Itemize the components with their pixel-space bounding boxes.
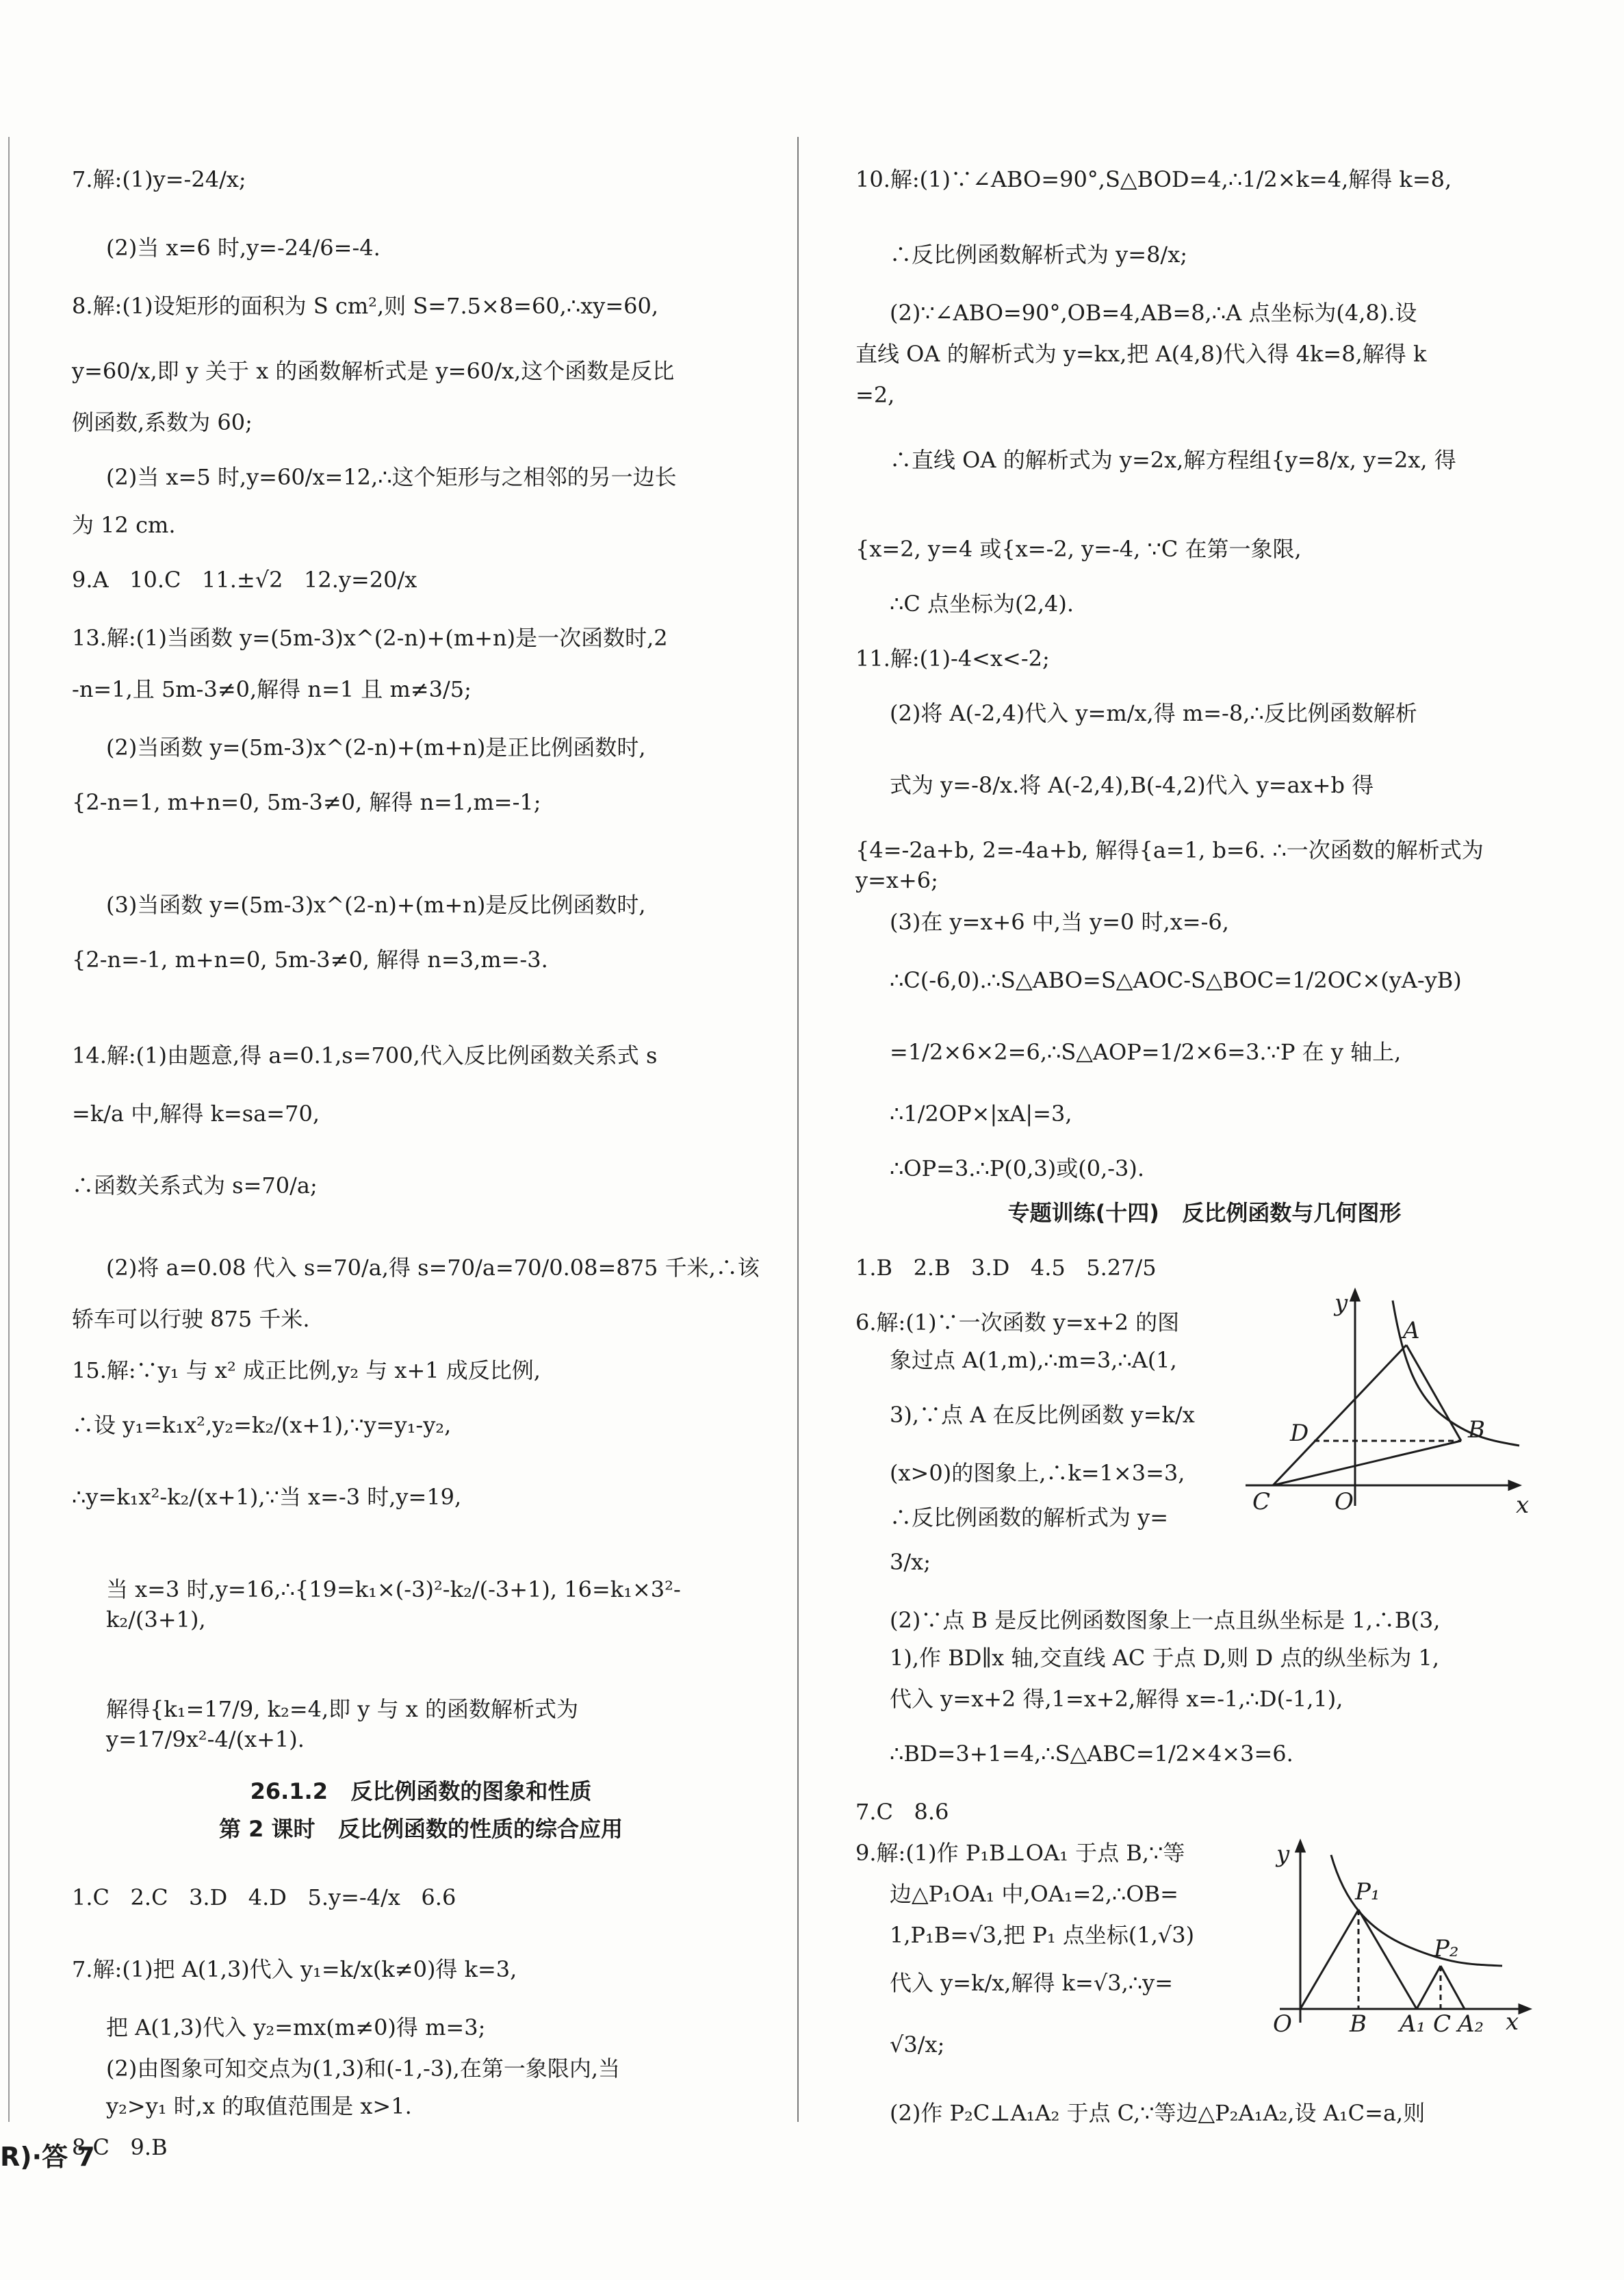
text-line: 边△P₁OA₁ 中,OA₁=2,∴OB= — [890, 1881, 1178, 1907]
text-line: (x>0)的图象上,∴k=1×3=3, — [890, 1460, 1185, 1486]
text-line: =k/a 中,解得 k=sa=70, — [72, 1101, 320, 1127]
hyperbola-curve — [1331, 1855, 1502, 1966]
text-line: 例函数,系数为 60; — [72, 409, 253, 435]
section-title: 第 2 课时 反比例函数的性质的综合应用 — [219, 1816, 623, 1842]
label-B: B — [1468, 1416, 1485, 1444]
text-line: 1,P₁B=√3,把 P₁ 点坐标(1,√3) — [890, 1922, 1195, 1948]
text-line: 直线 OA 的解析式为 y=kx,把 A(4,8)代入得 4k=8,解得 k — [855, 341, 1427, 367]
text-line: 为 12 cm. — [72, 512, 176, 538]
label-x: x — [1506, 2008, 1519, 2033]
side-OP1 — [1300, 1910, 1358, 2009]
text-line: 10.解:(1)∵∠ABO=90°,S△BOD=4,∴1/2×k=4,解得 k=8, — [855, 166, 1452, 192]
text-line: 3),∵点 A 在反比例函数 y=k/x — [890, 1402, 1195, 1428]
line-BC — [1273, 1441, 1461, 1485]
line-AC — [1273, 1345, 1406, 1485]
text-line: 7.解:(1)y=-24/x; — [72, 166, 246, 192]
label-A: A — [1403, 1317, 1420, 1344]
text-line: (2)∵点 B 是反比例函数图象上一点且纵坐标是 1,∴B(3, — [890, 1607, 1441, 1633]
side-A1P2 — [1417, 1966, 1441, 2009]
y-axis-arrow — [1296, 1841, 1304, 1852]
text-line: 式为 y=-8/x.将 A(-2,4),B(-4,2)代入 y=ax+b 得 — [890, 772, 1374, 798]
text-line: 1.C 2.C 3.D 4.D 5.y=-4/x 6.6 — [72, 1884, 456, 1910]
text-line: {x=2, y=4 或{x=-2, y=-4, ∵C 在第一象限, — [855, 536, 1302, 562]
text-line: 13.解:(1)当函数 y=(5m-3)x^(2-n)+(m+n)是一次函数时,2 — [72, 625, 668, 651]
label-C: C — [1433, 2010, 1452, 2033]
text-line: (2)作 P₂C⊥A₁A₂ 于点 C,∵等边△P₂A₁A₂,设 A₁C=a,则 — [890, 2100, 1426, 2126]
text-line: 11.解:(1)-4<x<-2; — [855, 645, 1050, 671]
y-axis-arrow — [1351, 1290, 1359, 1301]
text-line: y₂>y₁ 时,x 的取值范围是 x>1. — [106, 2093, 412, 2119]
text-line: (2)将 A(-2,4)代入 y=m/x,得 m=-8,∴反比例函数解析 — [890, 700, 1417, 726]
text-line: (3)在 y=x+6 中,当 y=0 时,x=-6, — [890, 909, 1229, 935]
text-line: 轿车可以行驶 875 千米. — [72, 1306, 310, 1332]
label-O: O — [1273, 2010, 1292, 2033]
text-line: -n=1,且 5m-3≠0,解得 n=1 且 m≠3/5; — [72, 676, 472, 702]
text-line: (3)当函数 y=(5m-3)x^(2-n)+(m+n)是反比例函数时, — [106, 892, 646, 918]
label-C: C — [1252, 1488, 1271, 1513]
text-line: 1),作 BD∥x 轴,交直线 AC 于点 D,则 D 点的纵坐标为 1, — [890, 1645, 1440, 1671]
label-A1: A₁ — [1400, 2010, 1426, 2033]
label-y: y — [1276, 1841, 1290, 1868]
text-line: ∴函数关系式为 s=70/a; — [72, 1173, 318, 1199]
text-line: ∴OP=3.∴P(0,3)或(0,-3). — [890, 1155, 1145, 1181]
text-line: 把 A(1,3)代入 y₂=mx(m≠0)得 m=3; — [106, 2014, 486, 2040]
label-y: y — [1335, 1290, 1348, 1317]
line-AB — [1406, 1345, 1461, 1441]
text-line: 代入 y=k/x,解得 k=√3,∴y= — [890, 1970, 1174, 1996]
text-line: √3/x; — [890, 2032, 945, 2058]
text-line: 3/x; — [890, 1549, 931, 1575]
text-line: ∴y=k₁x²-k₂/(x+1),∵当 x=-3 时,y=19, — [72, 1484, 462, 1510]
text-line: ∴直线 OA 的解析式为 y=2x,解方程组{y=8/x, y=2x, 得 — [890, 447, 1456, 473]
text-line: ∴1/2OP×|xA|=3, — [890, 1101, 1072, 1127]
label-x: x — [1516, 1491, 1530, 1513]
section-title: 26.1.2 反比例函数的图象和性质 — [250, 1778, 592, 1804]
text-line: {2-n=1, m+n=0, 5m-3≠0, 解得 n=1,m=-1; — [72, 789, 541, 815]
geometry-figure-2 — [1266, 1834, 1540, 2033]
x-axis-arrow — [1519, 2005, 1530, 2013]
text-line: ∴设 y₁=k₁x²,y₂=k₂/(x+1),∵y=y₁-y₂, — [72, 1412, 452, 1438]
column-divider — [797, 137, 799, 2122]
side-P1A1 — [1358, 1910, 1417, 2009]
label-A2: A₂ — [1458, 2010, 1484, 2033]
label-O: O — [1335, 1488, 1354, 1513]
text-line: ∴C(-6,0).∴S△ABO=S△AOC-S△BOC=1/2OC×(yA-yB) — [890, 967, 1462, 993]
text-line: 解得{k₁=17/9, k₂=4,即 y 与 x 的函数解析式为 y=17/9x²-4/(x+1). — [106, 1696, 586, 1752]
label-P2: P₂ — [1434, 1935, 1459, 1962]
text-line: 8.C 9.B — [72, 2134, 168, 2160]
section-title: 专题训练(十四) 反比例函数与几何图形 — [1007, 1200, 1402, 1226]
text-line: (2)当函数 y=(5m-3)x^(2-n)+(m+n)是正比例函数时, — [106, 734, 646, 760]
text-line: =2, — [855, 382, 895, 408]
label-B: B — [1350, 2010, 1367, 2033]
text-line: {2-n=-1, m+n=0, 5m-3≠0, 解得 n=3,m=-3. — [72, 947, 548, 973]
text-line: =1/2×6×2=6,∴S△AOP=1/2×6=3.∵P 在 y 轴上, — [890, 1039, 1402, 1065]
text-line: ∴反比例函数的解析式为 y= — [890, 1504, 1169, 1530]
text-line: ∴BD=3+1=4,∴S△ABC=1/2×4×3=6. — [890, 1741, 1293, 1767]
text-line: ∴反比例函数解析式为 y=8/x; — [890, 242, 1188, 268]
text-line: 8.解:(1)设矩形的面积为 S cm²,则 S=7.5×8=60,∴xy=60, — [72, 293, 659, 319]
text-line: 代入 y=x+2 得,1=x+2,解得 x=-1,∴D(-1,1), — [890, 1686, 1343, 1712]
text-line: {4=-2a+b, 2=-4a+b, 解得{a=1, b=6. ∴一次函数的解析式为 y=x+6; — [855, 837, 1491, 893]
text-line: 1.B 2.B 3.D 4.5 5.27/5 — [855, 1255, 1157, 1281]
text-line: (2)由图象可知交点为(1,3)和(-1,-3),在第一象限内,当 — [106, 2055, 621, 2082]
text-line: (2)当 x=6 时,y=-24/6=-4. — [106, 235, 381, 261]
geometry-figure-1 — [1246, 1287, 1533, 1513]
text-line: 7.C 8.6 — [855, 1799, 949, 1825]
text-line: (2)∵∠ABO=90°,OB=4,AB=8,∴A 点坐标为(4,8).设 — [890, 300, 1417, 326]
x-axis-arrow — [1509, 1481, 1519, 1489]
text-line: 6.解:(1)∵一次函数 y=x+2 的图 — [855, 1309, 1180, 1335]
text-line: 9.A 10.C 11.±√2 12.y=20/x — [72, 567, 417, 593]
text-line: y=60/x,即 y 关于 x 的函数解析式是 y=60/x,这个函数是反比 — [72, 358, 675, 384]
text-line: 9.解:(1)作 P₁B⊥OA₁ 于点 B,∵等 — [855, 1840, 1185, 1866]
text-line: (2)当 x=5 时,y=60/x=12,∴这个矩形与之相邻的另一边长 — [106, 464, 677, 490]
label-D: D — [1290, 1420, 1309, 1447]
text-line: 14.解:(1)由题意,得 a=0.1,s=700,代入反比例函数关系式 s — [72, 1042, 658, 1068]
text-line: 当 x=3 时,y=16,∴{19=k₁×(-3)²-k₂/(-3+1), 16=k₁×3²-k₂/(3+1), — [106, 1576, 681, 1632]
side-P2A2 — [1441, 1966, 1465, 2009]
text-line: 15.解:∵y₁ 与 x² 成正比例,y₂ 与 x+1 成反比例, — [72, 1357, 541, 1383]
page-edge-line — [8, 137, 10, 2122]
text-line: ∴C 点坐标为(2,4). — [890, 591, 1074, 617]
label-P1: P₁ — [1355, 1878, 1380, 1906]
page-footer: R)·答 7 — [0, 2142, 95, 2172]
text-line: 象过点 A(1,m),∴m=3,∴A(1, — [890, 1347, 1177, 1373]
text-line: 7.解:(1)把 A(1,3)代入 y₁=k/x(k≠0)得 k=3, — [72, 1956, 517, 1982]
text-line: (2)将 a=0.08 代入 s=70/a,得 s=70/a=70/0.08=875 千米,∴该 — [106, 1255, 760, 1281]
